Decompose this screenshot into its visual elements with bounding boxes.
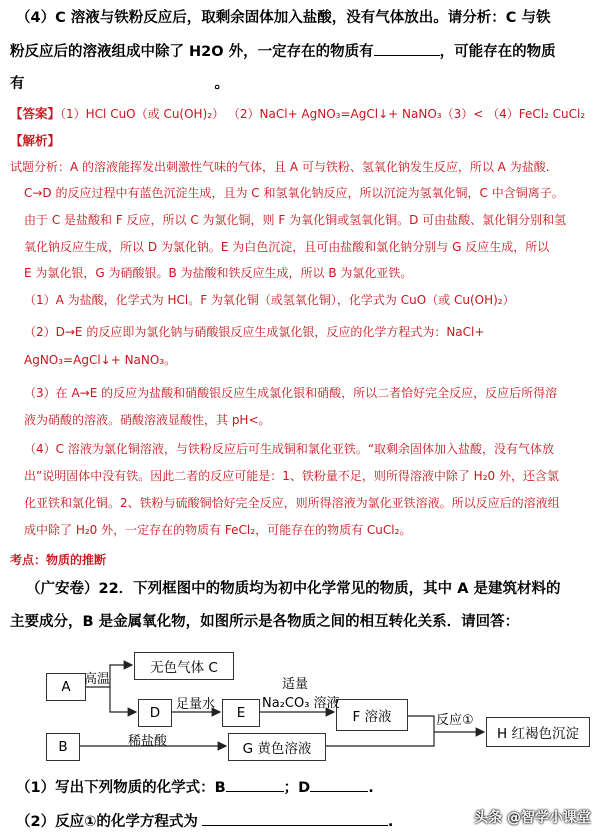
analysis-line: 由于 C 是盐酸和 F 反应，所以 C 为氯化铜，则 F 为氧化铜或氢氧化铜。D 可由盐酸、氯化铜分别和氢	[24, 213, 567, 227]
sub-q2	[16, 810, 393, 831]
node-c: 无色气体 C	[134, 652, 234, 680]
q4-line3-text: 有	[10, 76, 25, 92]
sub-q1	[16, 776, 374, 797]
node-e: E	[222, 699, 260, 727]
analysis-line: 化亚铁和氯化铜。2、铁粉与硫酸铜恰好完全反应，则所得溶液为氯化亚铁溶液。所以反应后的溶液组	[24, 496, 560, 510]
watermark: 头条 @智学小课堂	[474, 810, 591, 826]
q4-line2-text: 粉反应后的溶液组成中除了 H2O 外，一定存在的物质有	[10, 44, 374, 60]
analysis-line: （3）在 A→E 的反应为盐酸和硝酸银反应生成氯化银和硝酸，所以二者恰好完全反应，反应后所得溶	[24, 386, 558, 400]
label-na2co3: Na₂CO₃ 溶液	[262, 696, 340, 711]
node-b: B	[46, 733, 80, 761]
label-fanying: 反应①	[436, 713, 474, 728]
analysis-line: （1）A 为盐酸，化学式为 HCl。F 为氧化铜（或氢氧化铜），化学式为 CuO（或 Cu(OH)₂）	[24, 293, 515, 307]
arrow-a-d	[110, 687, 136, 712]
analysis-line: C→D 的反应过程中有蓝色沉淀生成，且为 C 和氢氧化钠反应，所以沉淀为氢氧化铜，C 中含铜离子。	[24, 186, 564, 200]
node-d: D	[138, 699, 172, 727]
label-xiyansuan: 稀盐酸	[128, 734, 168, 749]
analysis-line: （4）C 溶液为氯化铜溶液，与铁粉反应后可生成铜和氯化亚铁。“取剩余固体加入盐酸，没有气体放	[24, 442, 555, 456]
node-h: H 红褐色沉淀	[486, 717, 590, 747]
q22-line1: （广安卷）22．下列框图中的物质均为初中化学常见的物质，其中 A 是建筑材料的	[26, 581, 561, 597]
answer-tag: 【答案】	[10, 106, 61, 121]
sub-q1-end: .	[368, 780, 374, 796]
blank-b	[226, 791, 284, 792]
sub-q1-d: ；D	[283, 780, 311, 796]
analysis-line: 液为硝酸的溶液。硝酸溶液显酸性，其 pH<。	[24, 413, 271, 427]
kaodian: 考点：物质的推断	[10, 553, 107, 567]
analysis-line: （2）D→E 的反应即为氯化钠与硝酸银反应生成氯化银，反应的化学方程式为：NaCl+	[24, 325, 485, 339]
q4-line3-tail: 。	[214, 76, 229, 92]
q4-line1: （4）C 溶液与铁粉反应后，取剩余固体加入盐酸，没有气体放出。请分析：C 与铁	[16, 10, 551, 26]
q4-line2-tail: ，可能存在的物质	[439, 44, 556, 60]
label-zuliangshui: 足量水	[176, 697, 216, 712]
sub-q2-end: .	[387, 814, 394, 830]
node-f: F 溶液	[336, 699, 408, 731]
sub-q1-text: （1）写出下列物质的化学式：B	[16, 780, 226, 796]
q22-line2: 主要成分，B 是金属氧化物，如图所示是各物质之间的相互转化关系．请回答：	[10, 614, 520, 630]
analysis-line: 出”说明固体中没有铁。因此二者的反应可能是：1、铁粉量不足，则所得溶液中除了 H₂0 外，还含氯	[24, 469, 559, 483]
analysis-line: AgNO₃=AgCl↓+ NaNO₃。	[24, 353, 177, 367]
arrow-g-h	[326, 732, 434, 746]
analysis-line: 氧化钠反应生成，所以 D 为氯化钠。E 为白色沉淀，且可由盐酸和氯化钠分别与 G 反应生成，所以	[24, 240, 550, 254]
analysis-line: E 为氯化银，G 为硝酸银。B 为盐酸和铁反应生成，所以 B 为氯化亚铁。	[24, 266, 413, 280]
analysis-line: 成中除了 H₂0 外，一定存在的物质有 FeCl₂，可能存在的物质有 CuCl₂。	[24, 523, 412, 537]
blank-d	[310, 791, 368, 792]
blank-eq	[202, 825, 388, 826]
label-gaowen: 高温	[84, 672, 111, 687]
label-shiliang: 适量	[282, 677, 309, 692]
node-a: A	[46, 673, 86, 701]
analysis-line: 试题分析：A 的溶液能挥发出刺激性气味的气体，且 A 可与铁粉、氢氧化钠发生反应，所以 A 为盐酸.	[10, 160, 550, 174]
node-g: G 黄色溶液	[228, 733, 326, 761]
analysis-tag: 【解析】	[10, 133, 61, 148]
sub-q2-text: （2）反应①的化学方程式为	[16, 814, 198, 830]
answer-text: （1）HCl CuO（或 Cu(OH)₂） （2）NaCl+ AgNO₃=AgCl↓+ NaNO₃（3）< （4）FeCl₂ CuCl₂	[60, 107, 586, 121]
